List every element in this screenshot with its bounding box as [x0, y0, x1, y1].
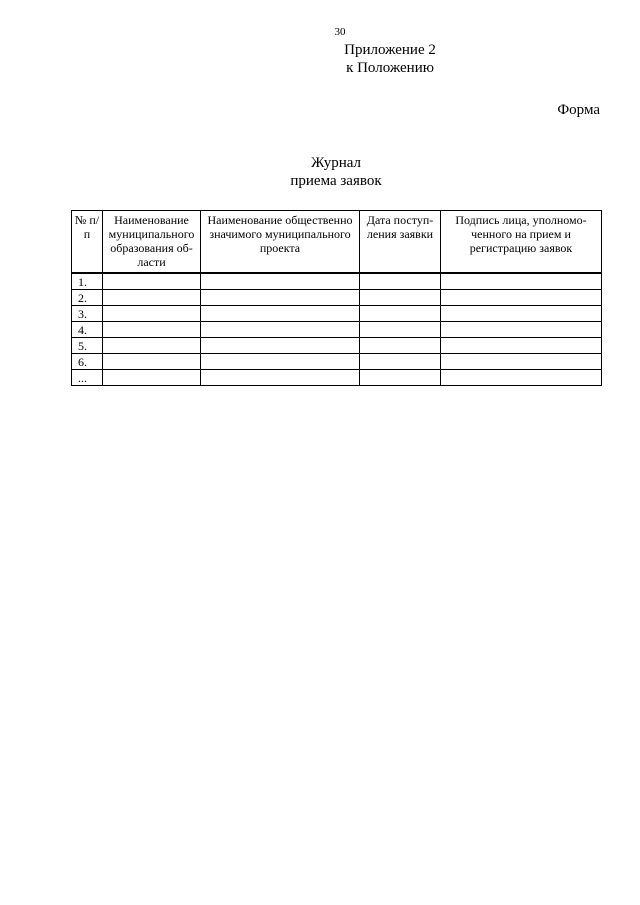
table-row	[72, 370, 602, 386]
signature-cell	[441, 354, 602, 370]
appendix-heading	[300, 41, 480, 77]
project-cell	[201, 273, 360, 290]
table-header-row	[72, 211, 602, 274]
municipality-cell	[103, 354, 201, 370]
project-cell	[201, 338, 360, 354]
row-number-cell: 2.	[72, 290, 103, 306]
row-number-cell: 3.	[72, 306, 103, 322]
row-number-cell: ...	[72, 370, 103, 386]
row-number-cell: 1.	[72, 273, 103, 290]
date-cell	[360, 370, 441, 386]
journal-table	[71, 210, 602, 386]
column-header-municipality: Наименование муниципального образования об-ласти	[103, 211, 201, 274]
title-line-2: приема заявок	[290, 173, 382, 189]
project-cell	[201, 322, 360, 338]
municipality-cell	[103, 370, 201, 386]
row-number-cell: 4.	[72, 322, 103, 338]
table-row	[72, 306, 602, 322]
signature-cell	[441, 370, 602, 386]
appendix-line-1: Приложение 2	[344, 42, 436, 58]
table-row	[72, 338, 602, 354]
project-cell	[201, 306, 360, 322]
table-row	[72, 273, 602, 290]
table-row	[72, 354, 602, 370]
column-header-project: Наименование общественно значимого муниципального проекта	[201, 211, 360, 274]
signature-cell	[441, 306, 602, 322]
signature-cell	[441, 290, 602, 306]
municipality-cell	[103, 338, 201, 354]
table-row	[72, 322, 602, 338]
column-header-number: № п/п	[72, 211, 103, 274]
project-cell	[201, 370, 360, 386]
signature-cell	[441, 338, 602, 354]
column-header-signature: Подпись лица, уполномо-ченного на прием и регистрацию заявок	[441, 211, 602, 274]
date-cell	[360, 273, 441, 290]
date-cell	[360, 306, 441, 322]
date-cell	[360, 322, 441, 338]
column-header-date: Дата поступ-ления заявки	[360, 211, 441, 274]
municipality-cell	[103, 306, 201, 322]
document-title	[236, 154, 436, 190]
signature-cell	[441, 322, 602, 338]
table-row	[72, 290, 602, 306]
date-cell	[360, 354, 441, 370]
project-cell	[201, 290, 360, 306]
date-cell	[360, 290, 441, 306]
appendix-line-2: к Положению	[346, 60, 434, 76]
project-cell	[201, 354, 360, 370]
page-number: 30	[334, 26, 346, 38]
date-cell	[360, 338, 441, 354]
form-label: Форма	[557, 102, 600, 118]
title-line-1: Журнал	[310, 155, 361, 171]
municipality-cell	[103, 322, 201, 338]
municipality-cell	[103, 273, 201, 290]
row-number-cell: 6.	[72, 354, 103, 370]
municipality-cell	[103, 290, 201, 306]
row-number-cell: 5.	[72, 338, 103, 354]
signature-cell	[441, 273, 602, 290]
